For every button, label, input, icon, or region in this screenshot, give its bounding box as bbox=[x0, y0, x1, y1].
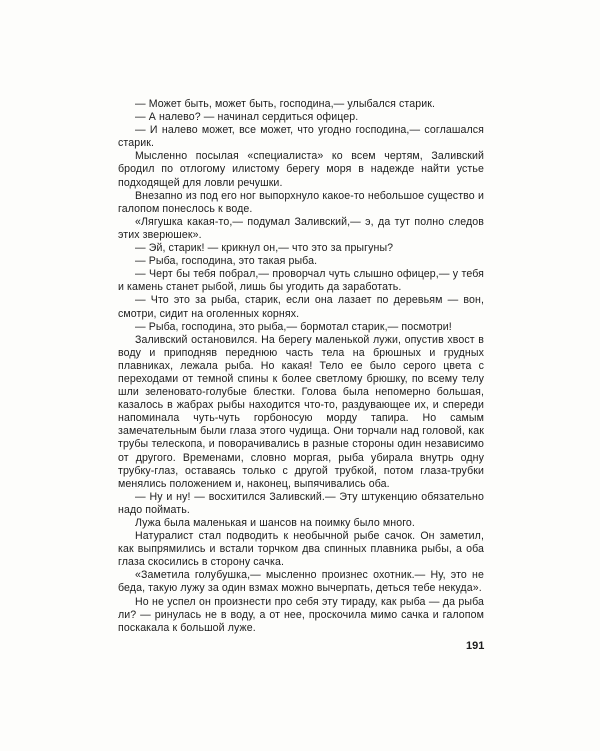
paragraph-5: Внезапно из под его ног выпорхнуло какое-то небольшое существо и галопом понеслось к воде. bbox=[118, 189, 484, 215]
paragraph-14: Лужа была маленькая и шансов на поимку было много. bbox=[135, 517, 415, 529]
paragraph-6: «Лягушка какая-то,— подумал Заливский,— э, да тут полно следов этих зверюшек». bbox=[118, 215, 484, 241]
paragraph-8: — Рыба, господина, это такая рыба. bbox=[135, 255, 318, 268]
paragraph-15: Натуралист стал подводить к необычной рыбе сачок. Он заметил, как выпрямились и встали торчком два спинных плавника рыбы, а оба глаза скосились в сторону сачка. bbox=[118, 530, 484, 569]
paragraph-10: — Что это за рыба, старик, если она лазает по деревьям — вон, смотри, сидит на оголенных корнях. bbox=[118, 294, 484, 320]
paragraph-12: Заливский остановился. На берегу маленькой лужи, опустив хвост в воду и приподняв переднюю часть тела на брюшных и грудных плавниках, лежала рыба. Но какая! Тело ее было серого цвета с переходами от темной спины к более светлому брюшку, по всему телу шли зеленовато-голубые блестки. Голова была непомерно большая, казалось в жабрах рыбы находится что-то, раздувающее их, и спереди напоминала чуть-чуть горбоносую морду тапира. Но самым замечательным были глаза этого чудища. Они торчали над головой, как трубы телескопа, и поворачивались в разные стороны один независимо от другого. Временами, словно моргая, рыба убирала внутрь одну трубку-глаз, оставаясь только с другой трубкой, потом глаза-трубки менялись положением и, наконец, выпячивались оба. bbox=[118, 333, 484, 490]
paragraph-9: — Черт бы тебя побрал,— проворчал чуть слышно офицер,— у тебя и камень станет рыбой, лишь бы угодить да заработать. bbox=[118, 268, 484, 294]
page-body-text bbox=[118, 98, 484, 635]
page-number: 191 bbox=[466, 640, 485, 652]
paragraph-11: — Рыба, господина, это рыба,— бормотал старик,— посмотри! bbox=[135, 320, 452, 333]
paragraph-4: Мысленно посылая «специалиста» ко всем чертям, Заливский бродил по отлогому илистому берегу моря в надежде найти устье подходящей для ловли речушки. bbox=[118, 150, 484, 189]
paragraph-7: — Эй, старик! — крикнул он,— что это за прыгуны? bbox=[135, 242, 394, 255]
paragraph-2: — А налево? — начинал сердиться офицер. bbox=[135, 111, 359, 124]
paragraph-17: Но не успел он произнести про себя эту тираду, как рыба — да рыба ли? — ринулась не в воду, а от нее, проскочила мимо сачка и галопом поскакала к большой луже. bbox=[118, 595, 484, 634]
paragraph-1: — Может быть, может быть, господина,— улыбался старик. bbox=[135, 98, 436, 110]
paragraph-3: — И налево может, все может, что угодно господина,— соглашался старик. bbox=[118, 124, 484, 150]
paragraph-16: «Заметила голубушка,— мысленно произнес охотник.— Ну, это не беда, такую лужу за один взмах можно вычерпать, деться тебе некуда». bbox=[118, 569, 484, 595]
paragraph-13: — Ну и ну! — восхитился Заливский.— Эту штукенцию обязательно надо поймать. bbox=[118, 490, 484, 516]
